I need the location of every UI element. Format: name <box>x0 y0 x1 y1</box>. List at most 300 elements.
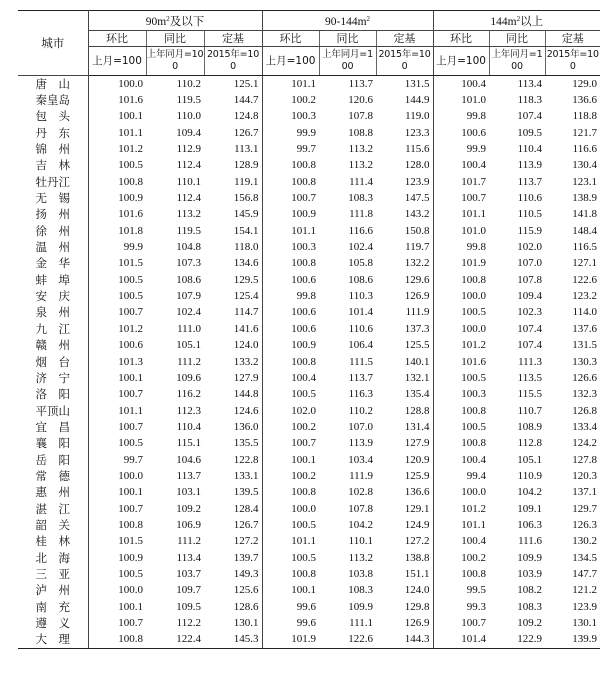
index-value: 109.5 <box>176 600 201 613</box>
table-row <box>18 76 600 93</box>
index-value: 135.4 <box>404 388 430 401</box>
index-value: 105.1 <box>176 339 201 352</box>
index-value: 113.7 <box>348 371 374 384</box>
index-value: 118.8 <box>572 110 598 123</box>
table-body <box>18 76 600 649</box>
index-value: 122.6 <box>319 632 376 649</box>
index-value: 100.4 <box>433 158 489 174</box>
table-row <box>18 468 600 484</box>
index-value: 100.5 <box>262 517 319 533</box>
index-value: 145.3 <box>204 632 262 649</box>
index-value: 108.8 <box>348 126 374 139</box>
index-value: 111.8 <box>349 208 374 221</box>
index-value: 110.9 <box>517 469 543 482</box>
index-value: 127.9 <box>233 371 259 384</box>
group-header-144-and-above: $144m^2$以上 <box>433 11 600 31</box>
index-value: 101.1 <box>88 125 146 141</box>
index-value: 128.4 <box>233 502 259 515</box>
index-value: 127.8 <box>572 453 598 466</box>
index-value: 100.3 <box>262 239 319 255</box>
table-row <box>18 599 600 615</box>
index-value: 100.8 <box>262 174 319 190</box>
index-value: 154.1 <box>233 224 259 237</box>
index-value: 100.5 <box>88 158 146 174</box>
index-value: 137.6 <box>572 322 598 335</box>
index-value: 102.3 <box>517 306 543 319</box>
index-value: 101.4 <box>433 632 489 649</box>
index-value: 101.2 <box>433 338 489 354</box>
index-value: 101.1 <box>262 76 319 93</box>
index-value: 124.0 <box>404 584 430 597</box>
fixed-base-label: 定基 <box>204 31 262 47</box>
table-row <box>18 207 600 223</box>
index-value: 110.7 <box>517 404 543 417</box>
table-row <box>18 141 600 157</box>
index-value: 130.3 <box>572 355 598 368</box>
city-name: 惠 州 <box>18 485 88 501</box>
index-value: 126.6 <box>572 371 598 384</box>
index-value: 113.5 <box>517 371 543 384</box>
index-value: 112.9 <box>176 143 201 156</box>
index-value: 148.4 <box>572 224 598 237</box>
index-value: 101.2 <box>433 501 489 517</box>
index-value: 100.7 <box>88 387 146 403</box>
table-row <box>18 158 600 174</box>
index-value: 101.6 <box>433 354 489 370</box>
index-value: 101.5 <box>88 256 146 272</box>
city-name: 锦 州 <box>18 141 88 157</box>
index-value: 99.9 <box>88 239 146 255</box>
index-value: 127.2 <box>233 535 259 548</box>
index-value: 101.2 <box>88 321 146 337</box>
index-value: 136.0 <box>233 420 259 433</box>
index-value: 100.8 <box>262 354 319 370</box>
index-value: 125.6 <box>233 584 259 597</box>
table-row <box>18 403 600 419</box>
index-value: 121.2 <box>572 584 598 597</box>
index-value: 99.6 <box>262 599 319 615</box>
index-value: 122.6 <box>572 273 598 286</box>
index-value: 140.1 <box>404 355 430 368</box>
city-column-header: 城市 <box>18 11 88 76</box>
index-value: 119.1 <box>234 175 259 188</box>
index-value: 100.7 <box>88 305 146 321</box>
index-value: 101.9 <box>433 256 489 272</box>
index-value: 101.0 <box>433 223 489 239</box>
index-value: 109.6 <box>176 371 201 384</box>
index-value: 99.6 <box>262 615 319 631</box>
index-value: 101.1 <box>262 223 319 239</box>
index-value: 133.1 <box>233 469 259 482</box>
index-value: 111.0 <box>177 322 201 335</box>
index-value: 100.4 <box>262 370 319 386</box>
index-value: 113.2 <box>348 159 374 172</box>
index-value: 133.2 <box>233 355 259 368</box>
index-value: 111.9 <box>405 306 430 319</box>
index-value: 103.9 <box>517 567 543 580</box>
index-value: 110.0 <box>176 110 201 123</box>
index-value: 116.5 <box>572 241 598 254</box>
table-row <box>18 256 600 272</box>
fixed-base-base-label: 2015年=100 <box>376 47 433 76</box>
index-value: 116.6 <box>572 143 598 156</box>
city-name: 桂 林 <box>18 534 88 550</box>
city-name: 扬 州 <box>18 207 88 223</box>
index-value: 113.2 <box>348 551 374 564</box>
city-name: 泸 州 <box>18 583 88 599</box>
index-value: 124.6 <box>233 404 259 417</box>
index-value: 109.4 <box>517 290 543 303</box>
index-value: 100.1 <box>88 370 146 386</box>
table-row <box>18 583 600 599</box>
index-value: 116.3 <box>348 388 374 401</box>
index-value: 100.8 <box>262 158 319 174</box>
index-value: 99.7 <box>262 141 319 157</box>
index-value: 119.7 <box>405 241 430 254</box>
index-value: 100.5 <box>262 550 319 566</box>
index-value: 121.7 <box>572 126 598 139</box>
index-value: 103.4 <box>348 453 374 466</box>
table-row <box>18 517 600 533</box>
index-value: 101.1 <box>262 534 319 550</box>
fixed-base-label: 定基 <box>376 31 433 47</box>
table-row <box>18 370 600 386</box>
index-value: 100.8 <box>433 566 489 582</box>
index-value: 100.7 <box>262 190 319 206</box>
index-value: 103.7 <box>176 567 201 580</box>
index-value: 147.7 <box>572 567 598 580</box>
city-name: 唐 山 <box>18 76 88 93</box>
index-value: 101.3 <box>88 354 146 370</box>
city-name: 济 宁 <box>18 370 88 386</box>
index-value: 110.2 <box>176 77 201 90</box>
index-value: 119.5 <box>176 94 201 107</box>
fixed-base-label: 定基 <box>545 31 600 47</box>
index-value: 115.9 <box>517 224 543 237</box>
index-value: 113.4 <box>517 77 543 90</box>
table-row <box>18 125 600 141</box>
index-value: 149.3 <box>233 567 259 580</box>
table-row <box>18 190 600 206</box>
index-value: 100.2 <box>433 550 489 566</box>
index-value: 110.4 <box>176 420 201 433</box>
index-value: 102.4 <box>176 306 201 319</box>
index-value: 145.9 <box>233 208 259 221</box>
index-value: 141.6 <box>233 322 259 335</box>
index-value: 107.9 <box>176 290 201 303</box>
index-value: 138.8 <box>404 551 430 564</box>
index-value: 119.5 <box>176 224 201 237</box>
city-name: 湛 江 <box>18 501 88 517</box>
index-value: 101.1 <box>433 207 489 223</box>
table-row <box>18 272 600 288</box>
table-row <box>18 566 600 582</box>
city-name: 蚌 埠 <box>18 272 88 288</box>
index-value: 102.4 <box>348 241 374 254</box>
index-value: 122.8 <box>233 453 259 466</box>
index-value: 111.2 <box>177 355 201 368</box>
index-value: 100.4 <box>433 534 489 550</box>
index-value: 100.5 <box>433 305 489 321</box>
index-value: 100.5 <box>88 436 146 452</box>
index-value: 123.3 <box>404 126 430 139</box>
index-value: 144.9 <box>404 94 430 107</box>
index-value: 100.7 <box>433 615 489 631</box>
mom-base-label: 上月=100 <box>88 47 146 76</box>
index-value: 100.1 <box>88 485 146 501</box>
city-name: 泉 州 <box>18 305 88 321</box>
index-value: 101.7 <box>433 174 489 190</box>
index-value: 101.5 <box>88 534 146 550</box>
table-row <box>18 615 600 631</box>
index-value: 100.5 <box>262 387 319 403</box>
index-value: 112.8 <box>517 437 543 450</box>
index-value: 139.7 <box>233 551 259 564</box>
city-name: 襄 阳 <box>18 436 88 452</box>
index-value: 141.8 <box>572 208 598 221</box>
index-value: 107.8 <box>348 502 374 515</box>
index-value: 101.6 <box>88 207 146 223</box>
index-value: 99.9 <box>433 141 489 157</box>
index-value: 113.9 <box>517 159 543 172</box>
index-value: 100.5 <box>88 566 146 582</box>
price-index-table <box>18 10 600 649</box>
index-value: 99.3 <box>433 599 489 615</box>
index-value: 113.1 <box>234 143 259 156</box>
index-value: 122.4 <box>146 632 204 649</box>
index-value: 131.5 <box>404 77 430 90</box>
index-value: 129.0 <box>572 77 598 90</box>
index-value: 105.1 <box>517 453 543 466</box>
index-value: 110.5 <box>517 208 543 221</box>
index-value: 109.4 <box>176 126 201 139</box>
index-value: 100.2 <box>262 468 319 484</box>
index-value: 100.5 <box>433 370 489 386</box>
table-row <box>18 174 600 190</box>
index-value: 144.3 <box>376 632 433 649</box>
index-value: 126.3 <box>572 518 598 531</box>
index-value: 127.1 <box>572 257 598 270</box>
index-value: 107.8 <box>348 110 374 123</box>
index-value: 100.4 <box>433 452 489 468</box>
index-value: 138.9 <box>572 192 598 205</box>
index-value: 123.2 <box>572 290 598 303</box>
index-value: 111.5 <box>349 355 374 368</box>
index-value: 100.0 <box>88 583 146 599</box>
table-row <box>18 321 600 337</box>
index-value: 100.7 <box>262 436 319 452</box>
city-name: 烟 台 <box>18 354 88 370</box>
index-value: 104.2 <box>348 518 374 531</box>
index-value: 100.8 <box>262 485 319 501</box>
index-value: 109.9 <box>348 600 374 613</box>
index-value: 100.5 <box>88 272 146 288</box>
mom-base-label: 上月=100 <box>262 47 319 76</box>
city-name: 南 充 <box>18 599 88 615</box>
price-index-table-container <box>18 10 600 649</box>
sub-header-row <box>18 31 600 47</box>
yoy-base-label: 上年同月=100 <box>146 47 204 76</box>
index-value: 100.1 <box>88 599 146 615</box>
index-value: 100.1 <box>262 452 319 468</box>
index-value: 112.4 <box>176 192 201 205</box>
index-value: 111.1 <box>349 617 374 630</box>
index-value: 134.5 <box>572 551 598 564</box>
index-value: 100.3 <box>433 387 489 403</box>
index-value: 125.9 <box>404 469 430 482</box>
table-row <box>18 223 600 239</box>
index-value: 100.5 <box>433 419 489 435</box>
index-value: 113.7 <box>348 77 374 90</box>
index-value: 120.3 <box>572 469 598 482</box>
index-value: 113.7 <box>517 175 543 188</box>
index-value: 107.8 <box>517 273 543 286</box>
index-value: 100.8 <box>262 256 319 272</box>
table-row <box>18 305 600 321</box>
index-value: 111.3 <box>518 355 543 368</box>
city-name: 洛 阳 <box>18 387 88 403</box>
index-value: 131.4 <box>404 420 430 433</box>
index-value: 147.5 <box>404 192 430 205</box>
index-value: 100.6 <box>262 305 319 321</box>
index-value: 112.4 <box>176 159 201 172</box>
index-value: 139.9 <box>545 632 600 649</box>
index-value: 104.2 <box>517 486 543 499</box>
city-name: 赣 州 <box>18 338 88 354</box>
index-value: 100.7 <box>88 501 146 517</box>
city-name: 徐 州 <box>18 223 88 239</box>
index-value: 126.7 <box>233 518 259 531</box>
index-value: 107.4 <box>517 322 543 335</box>
index-value: 108.6 <box>348 273 374 286</box>
city-name: 无 锡 <box>18 190 88 206</box>
index-value: 100.0 <box>88 76 146 93</box>
index-value: 113.2 <box>176 208 201 221</box>
table-row <box>18 501 600 517</box>
index-value: 100.0 <box>433 485 489 501</box>
mom-label: 环比 <box>262 31 319 47</box>
index-value: 99.9 <box>262 125 319 141</box>
index-value: 110.2 <box>348 404 374 417</box>
index-value: 109.7 <box>176 584 201 597</box>
index-value: 150.8 <box>404 224 430 237</box>
index-value: 107.0 <box>348 420 374 433</box>
index-value: 123.9 <box>404 175 430 188</box>
index-value: 108.9 <box>517 420 543 433</box>
index-value: 130.4 <box>572 159 598 172</box>
index-value: 136.6 <box>572 94 598 107</box>
index-value: 110.4 <box>517 143 543 156</box>
index-value: 129.1 <box>404 502 430 515</box>
index-value: 103.8 <box>348 567 374 580</box>
index-value: 124.9 <box>404 518 430 531</box>
table-row <box>18 109 600 125</box>
index-value: 129.6 <box>404 273 430 286</box>
index-value: 104.8 <box>176 241 201 254</box>
city-name: 宜 昌 <box>18 419 88 435</box>
index-value: 101.4 <box>348 306 374 319</box>
index-value: 109.1 <box>517 502 543 515</box>
index-value: 100.7 <box>88 419 146 435</box>
index-value: 131.5 <box>572 339 598 352</box>
index-value: 108.3 <box>517 600 543 613</box>
index-value: 100.2 <box>262 419 319 435</box>
index-value: 118.0 <box>234 241 259 254</box>
yoy-label: 同比 <box>146 31 204 47</box>
index-value: 128.8 <box>404 404 430 417</box>
index-value: 129.8 <box>404 600 430 613</box>
index-value: 106.4 <box>348 339 374 352</box>
index-value: 105.8 <box>348 257 374 270</box>
index-value: 125.4 <box>233 290 259 303</box>
index-value: 100.9 <box>262 207 319 223</box>
index-value: 129.7 <box>572 502 598 515</box>
index-value: 110.6 <box>348 322 374 335</box>
table-row <box>18 387 600 403</box>
index-value: 100.8 <box>433 272 489 288</box>
index-value: 106.3 <box>517 518 543 531</box>
table-row <box>18 534 600 550</box>
index-value: 110.1 <box>176 175 201 188</box>
index-value: 99.8 <box>433 239 489 255</box>
index-value: 100.7 <box>433 190 489 206</box>
group-header-90-and-below: $90m^2$及以下 <box>88 11 262 31</box>
index-value: 100.8 <box>88 174 146 190</box>
yoy-label: 同比 <box>319 31 376 47</box>
table-row <box>18 550 600 566</box>
index-value: 126.9 <box>404 290 430 303</box>
index-value: 156.8 <box>233 192 259 205</box>
city-name: 常 德 <box>18 468 88 484</box>
index-value: 108.6 <box>176 273 201 286</box>
index-value: 110.3 <box>348 290 374 303</box>
table-row <box>18 419 600 435</box>
index-value: 130.1 <box>572 617 598 630</box>
index-value: 102.0 <box>262 403 319 419</box>
table-row <box>18 354 600 370</box>
index-value: 100.6 <box>262 321 319 337</box>
mom-label: 环比 <box>433 31 489 47</box>
index-value: 127.9 <box>404 437 430 450</box>
index-value: 101.0 <box>433 92 489 108</box>
table-row <box>18 288 600 304</box>
index-value: 123.1 <box>572 175 598 188</box>
index-value: 100.6 <box>433 125 489 141</box>
index-value: 101.1 <box>433 517 489 533</box>
index-value: 101.6 <box>88 92 146 108</box>
index-value: 113.4 <box>176 551 201 564</box>
index-value: 107.0 <box>517 257 543 270</box>
index-value: 101.2 <box>88 141 146 157</box>
index-value: 113.7 <box>176 469 201 482</box>
index-value: 111.4 <box>349 175 374 188</box>
index-value: 99.4 <box>433 468 489 484</box>
index-value: 130.2 <box>572 535 598 548</box>
table-row <box>18 436 600 452</box>
index-value: 123.9 <box>572 600 598 613</box>
city-name: 平顶山 <box>18 403 88 419</box>
index-value: 118.3 <box>517 94 543 107</box>
index-value: 101.1 <box>88 403 146 419</box>
index-value: 108.3 <box>348 584 374 597</box>
index-value: 125.5 <box>404 339 430 352</box>
index-value: 120.9 <box>404 453 430 466</box>
index-value: 124.8 <box>233 110 259 123</box>
index-value: 100.4 <box>433 76 489 93</box>
index-value: 144.8 <box>233 388 259 401</box>
index-value: 100.0 <box>433 321 489 337</box>
city-name: 安 庆 <box>18 288 88 304</box>
